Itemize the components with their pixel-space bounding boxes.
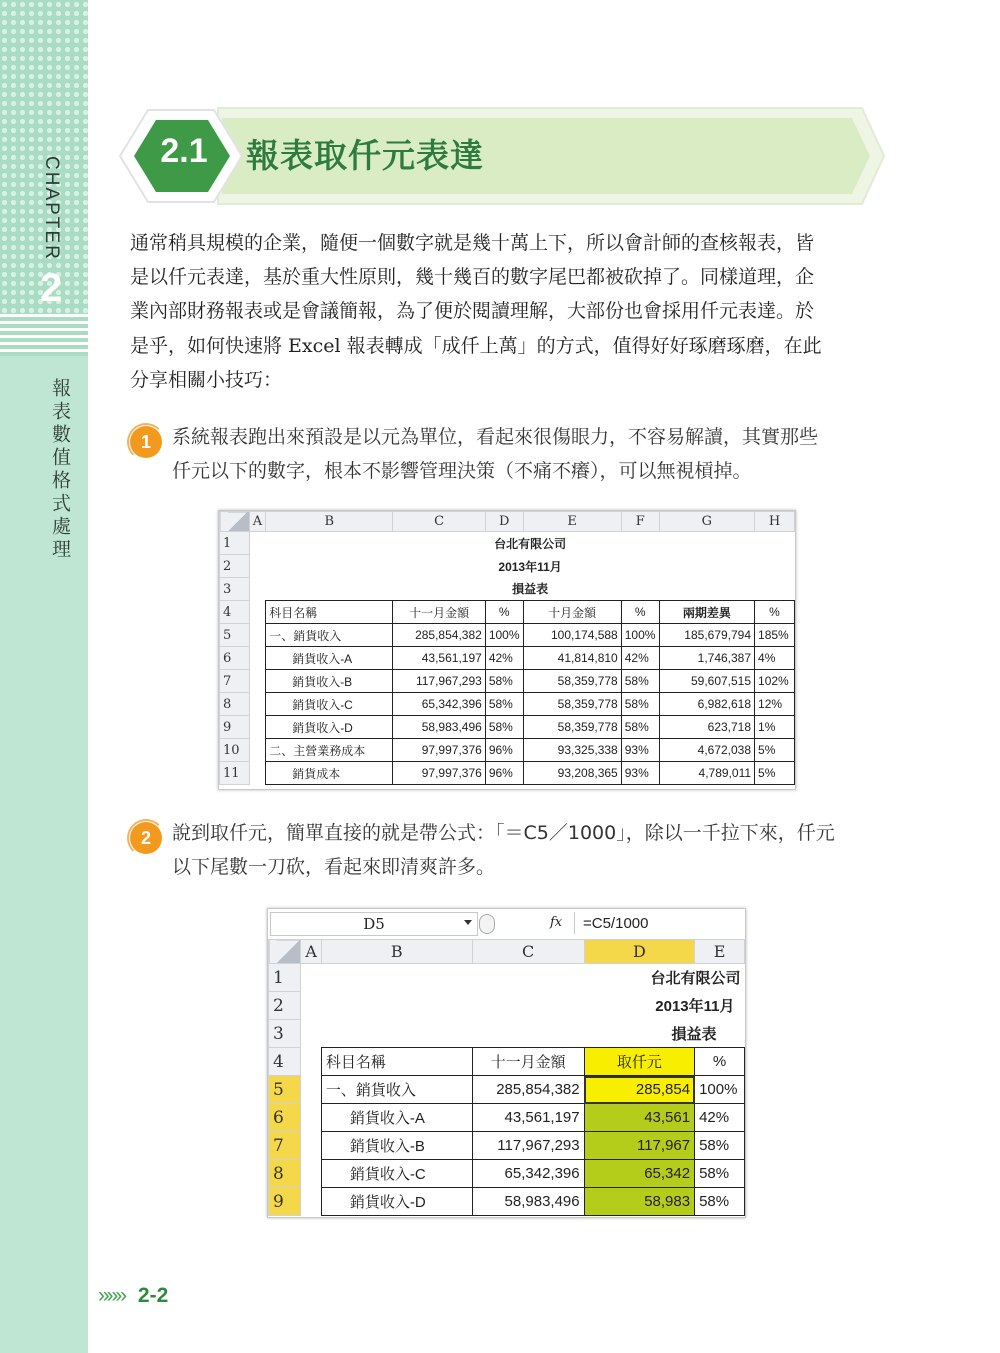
amount-cell[interactable]: 43,561,197 [472,1104,584,1132]
amount-cell[interactable]: 65,342,396 [472,1160,584,1188]
percent-cell[interactable]: 42% [621,647,659,670]
item-name-cell[interactable]: 一、銷貨收入 [321,1076,472,1104]
amount-cell[interactable]: 100,174,588 [523,624,621,647]
row-header[interactable]: 1 [269,964,301,992]
column-header[interactable]: D [485,512,523,532]
percent-cell[interactable]: 4% [755,647,795,670]
table-row [220,647,795,670]
chevron-down-icon[interactable] [464,920,472,925]
item-name-cell[interactable]: 銷貨成本 [266,762,393,785]
header-cell[interactable]: % [485,601,523,624]
percent-cell[interactable]: 58% [621,716,659,739]
percent-cell[interactable]: 58% [621,693,659,716]
percent-cell[interactable]: 185% [755,624,795,647]
table-header-row [220,601,795,624]
formula-input[interactable]: =C5/1000 [574,912,746,934]
column-header[interactable]: H [755,512,795,532]
step-text [172,816,892,884]
table-row [220,624,795,647]
amount-cell[interactable]: 117,967,293 [472,1132,584,1160]
item-name-cell[interactable]: 銷貨收入-B [266,670,393,693]
amount-cell[interactable]: 58,359,778 [523,693,621,716]
row-header[interactable]: 10 [220,739,250,762]
item-name-cell[interactable]: 銷貨收入-D [266,716,393,739]
period-cell[interactable]: 2013年11月 [655,998,735,1015]
amount-cell[interactable]: 285,854,382 [393,624,485,647]
header-cell[interactable]: 十月金額 [523,601,621,624]
table-row [269,1104,745,1132]
step-line: 以下尾數一刀砍，看起來即清爽許多。 [172,856,496,879]
table-row [220,762,795,785]
row-header[interactable]: 8 [220,693,250,716]
intro-line: 是乎，如何快速將 Excel 報表轉成「成仟上萬」的方式，值得好好琢磨琢磨，在此 [130,334,822,357]
table-row [220,693,795,716]
amount-cell[interactable]: 58,359,778 [523,670,621,693]
splitter-handle-icon[interactable] [479,914,495,934]
column-header[interactable]: C [393,512,485,532]
header-cell[interactable]: % [755,601,795,624]
table-header-row [269,1048,745,1076]
table-row [269,992,745,1020]
section-number: 2.1 [160,132,208,170]
thousands-cell[interactable]: 65,342 [584,1160,694,1188]
column-header[interactable]: E [695,940,745,964]
table-row [269,1020,745,1048]
step-number-badge: 2 [130,822,162,854]
table-row [269,1132,745,1160]
page-number: 2-2 [137,1284,169,1307]
chevron-right-icon: »»» [98,1284,125,1307]
row-header[interactable]: 7 [220,670,250,693]
column-header[interactable]: B [321,940,472,964]
item-name-cell[interactable]: 銷貨收入-A [266,647,393,670]
header-cell[interactable]: % [695,1048,745,1076]
report-title-cell[interactable]: 損益表 [512,582,549,597]
percent-cell[interactable]: 96% [485,762,523,785]
row-header[interactable]: 4 [269,1048,301,1076]
item-name-cell[interactable]: 一、銷貨收入 [266,624,393,647]
intro-paragraph [130,226,885,397]
table-row [220,555,795,578]
header-cell[interactable]: 兩期差異 [659,601,754,624]
row-header[interactable]: 5 [220,624,250,647]
column-header[interactable]: A [301,940,322,964]
amount-cell[interactable]: 4,789,011 [659,762,754,785]
row-header[interactable]: 2 [220,555,250,578]
row-header[interactable]: 9 [220,716,250,739]
amount-cell[interactable]: 285,854,382 [472,1076,584,1104]
chapter-sidebar [0,0,88,1353]
row-header-selected[interactable]: 8 [269,1160,301,1188]
percent-cell[interactable]: 100% [695,1076,745,1104]
row-header-selected[interactable]: 7 [269,1132,301,1160]
spreadsheet-screenshot-2 [267,908,746,1218]
percent-cell[interactable]: 100% [485,624,523,647]
header-cell[interactable]: % [621,601,659,624]
period-cell[interactable]: 2013年11月 [498,559,562,574]
percent-cell[interactable]: 102% [755,670,795,693]
table-row [269,964,745,992]
amount-cell[interactable]: 58,983,496 [472,1188,584,1216]
amount-cell[interactable]: 6,982,618 [659,693,754,716]
amount-cell[interactable]: 43,561,197 [393,647,485,670]
row-header-selected[interactable]: 6 [269,1104,301,1132]
name-box[interactable] [270,912,478,936]
item-name-cell[interactable]: 銷貨收入-B [321,1132,472,1160]
column-header-row [269,940,745,964]
table-row [220,670,795,693]
percent-cell[interactable]: 12% [755,693,795,716]
percent-cell[interactable]: 58% [695,1160,745,1188]
amount-cell[interactable]: 117,967,293 [393,670,485,693]
item-name-cell[interactable]: 二、主營業務成本 [266,739,393,762]
percent-cell[interactable]: 5% [755,739,795,762]
chapter-title: 報表數值格式處理 [49,378,71,562]
item-name-cell[interactable]: 銷貨收入-A [321,1104,472,1132]
amount-cell[interactable]: 58,359,778 [523,716,621,739]
item-name-cell[interactable]: 銷貨收入-D [321,1188,472,1216]
sheet2-grid [268,939,745,1216]
step-number-badge: 1 [130,426,162,458]
thousands-cell[interactable]: 43,561 [584,1104,694,1132]
column-header[interactable]: B [266,512,393,532]
column-header[interactable]: A [249,512,265,532]
table-row [220,578,795,601]
select-all-corner[interactable] [269,940,301,964]
row-header[interactable]: 11 [220,762,250,785]
percent-cell[interactable]: 100% [621,624,659,647]
select-all-corner[interactable] [220,512,250,532]
row-header[interactable]: 6 [220,647,250,670]
table-row [269,1076,745,1104]
chapter-label: CHAPTER [41,156,62,261]
amount-cell[interactable]: 623,718 [659,716,754,739]
column-header[interactable]: F [621,512,659,532]
percent-cell[interactable]: 58% [485,693,523,716]
percent-cell[interactable]: 42% [695,1104,745,1132]
step-line: 系統報表跑出來預設是以元為單位，看起來很傷眼力，不容易解讀，其實那些 [172,426,819,448]
thousands-cell[interactable]: 58,983 [584,1188,694,1216]
amount-cell[interactable]: 41,814,810 [523,647,621,670]
section-title: 報表取仟元表達 [246,136,484,175]
sheet1-grid [219,511,795,785]
table-row [269,1160,745,1188]
company-title-cell[interactable]: 台北有限公司 [494,536,567,551]
header-cell[interactable]: 十一月金額 [393,601,485,624]
table-row [269,1188,745,1216]
amount-cell[interactable]: 97,997,376 [393,739,485,762]
table-row [220,739,795,762]
intro-line: 是以仟元表達，基於重大性原則，幾十幾百的數字尾巴都被砍掉了。同樣道理，企 [130,266,815,289]
amount-cell[interactable]: 58,983,496 [393,716,485,739]
amount-cell[interactable]: 65,342,396 [393,693,485,716]
active-cell[interactable]: 285,854 [584,1076,694,1104]
percent-cell[interactable]: 96% [485,739,523,762]
percent-cell[interactable]: 58% [485,670,523,693]
percent-cell[interactable]: 93% [621,739,659,762]
table-row [220,716,795,739]
chapter-number: 2 [40,266,63,310]
percent-cell[interactable]: 5% [755,762,795,785]
header-cell-highlighted[interactable]: 取仟元 [584,1048,694,1076]
section-heading [118,104,886,208]
header-cell[interactable]: 科目名稱 [321,1048,472,1076]
row-header[interactable]: 3 [220,578,250,601]
formula-bar [268,909,745,940]
heading-banner-shape [118,104,886,208]
name-box-value: D5 [363,915,385,933]
column-header[interactable]: C [472,940,584,964]
percent-cell[interactable]: 42% [485,647,523,670]
page-footer [98,1284,168,1308]
spreadsheet-screenshot-1 [218,510,796,790]
row-header[interactable]: 1 [220,532,250,555]
percent-cell[interactable]: 58% [485,716,523,739]
row-header[interactable]: 4 [220,601,250,624]
amount-cell[interactable]: 185,679,794 [659,624,754,647]
column-header[interactable]: E [523,512,621,532]
row-header[interactable]: 3 [269,1020,301,1048]
column-header-row [220,512,795,532]
percent-cell[interactable]: 1% [755,716,795,739]
header-cell[interactable]: 十一月金額 [472,1048,584,1076]
amount-cell[interactable]: 93,325,338 [523,739,621,762]
stripe-divider [0,314,88,356]
intro-line: 業內部財務報表或是會議簡報，為了便於閱讀理解，大部份也會採用仟元表達。於 [130,300,815,323]
amount-cell[interactable]: 1,746,387 [659,647,754,670]
column-header[interactable]: G [659,512,754,532]
percent-cell[interactable]: 93% [621,762,659,785]
percent-cell[interactable]: 58% [695,1132,745,1160]
item-name-cell[interactable]: 銷貨收入-C [321,1160,472,1188]
company-title-cell[interactable]: 台北有限公司 [650,970,741,988]
insert-function-icon[interactable]: fx [550,915,563,930]
row-header[interactable]: 2 [269,992,301,1020]
percent-cell[interactable]: 58% [621,670,659,693]
header-cell[interactable]: 科目名稱 [266,601,393,624]
thousands-cell[interactable]: 117,967 [584,1132,694,1160]
row-header-selected[interactable]: 5 [269,1076,301,1104]
row-header-selected[interactable]: 9 [269,1188,301,1216]
item-name-cell[interactable]: 銷貨收入-C [266,693,393,716]
step-line: 仟元以下的數字，根本不影響管理決策（不痛不癢），可以無視槓掉。 [172,460,752,483]
column-header-selected[interactable]: D [584,940,694,964]
intro-line: 分享相關小技巧： [130,368,283,391]
amount-cell[interactable]: 59,607,515 [659,670,754,693]
intro-line: 通常稍具規模的企業，隨便一個數字就是幾十萬上下，所以會計師的查核報表，皆 [130,232,815,254]
amount-cell[interactable]: 93,208,365 [523,762,621,785]
amount-cell[interactable]: 4,672,038 [659,739,754,762]
report-title-cell[interactable]: 損益表 [671,1025,717,1043]
step-line: 說到取仟元，簡單直接的就是帶公式：「＝C5／1000」，除以一千拉下來，仟元 [172,822,835,844]
step-text [172,420,892,488]
table-row [220,532,795,555]
amount-cell[interactable]: 97,997,376 [393,762,485,785]
percent-cell[interactable]: 58% [695,1188,745,1216]
